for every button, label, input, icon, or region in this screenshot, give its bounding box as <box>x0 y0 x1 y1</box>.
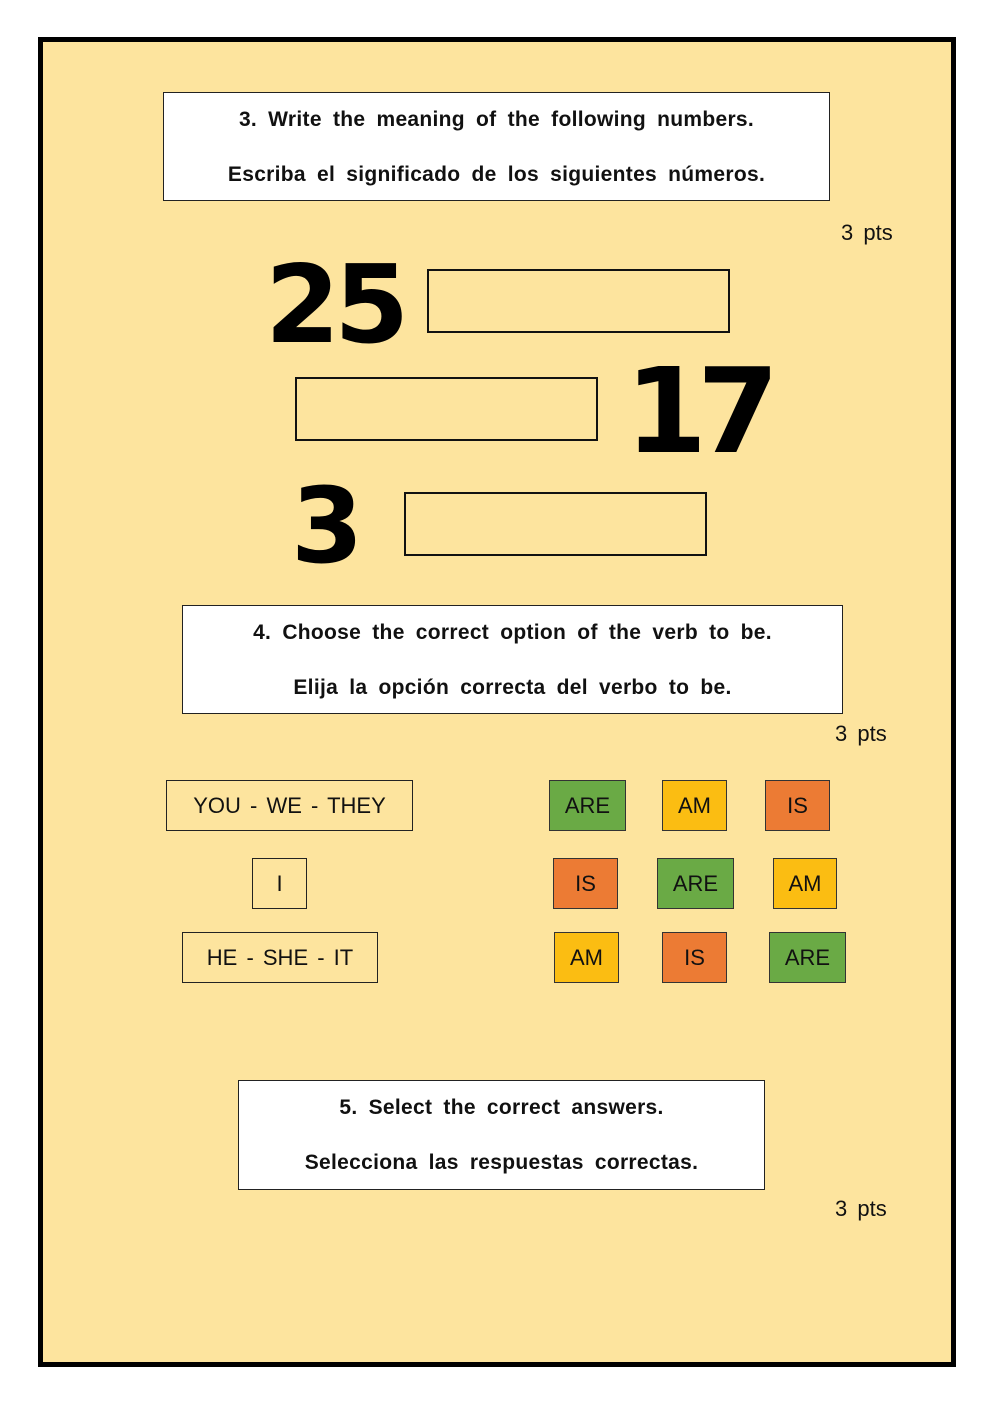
option-am[interactable]: AM <box>554 932 619 983</box>
answer-input-17[interactable] <box>295 377 598 441</box>
section3-title-es: Escriba el significado de los siguientes números. <box>227 163 766 186</box>
section5-instructions <box>238 1080 765 1190</box>
section4-title-es: Elija la opción correcta del verbo to be. <box>293 676 732 699</box>
number-25: 25 <box>265 243 404 368</box>
option-is[interactable]: IS <box>662 932 727 983</box>
option-am[interactable]: AM <box>773 858 837 909</box>
answer-input-25[interactable] <box>427 269 730 333</box>
option-are[interactable]: ARE <box>549 780 626 831</box>
option-is[interactable]: IS <box>553 858 618 909</box>
number-3: 3 <box>291 465 364 587</box>
option-is[interactable]: IS <box>765 780 830 831</box>
section5-points: 3 pts <box>835 1196 887 1221</box>
section4-title-en: 4. Choose the correct option of the verb to be. <box>253 621 772 644</box>
pronoun-i: I <box>252 858 307 909</box>
section3-points: 3 pts <box>841 220 893 245</box>
pronoun-he-she-it: HE - SHE - IT <box>182 932 378 983</box>
option-am[interactable]: AM <box>662 780 727 831</box>
number-17: 17 <box>625 342 770 480</box>
section5-title-en: 5. Select the correct answers. <box>339 1096 664 1119</box>
section4-points: 3 pts <box>835 721 887 746</box>
worksheet-page <box>38 37 956 1367</box>
option-are[interactable]: ARE <box>769 932 846 983</box>
pronoun-you-we-they: YOU - WE - THEY <box>166 780 413 831</box>
option-are[interactable]: ARE <box>657 858 734 909</box>
section5-title-es: Selecciona las respuestas correctas. <box>304 1151 699 1174</box>
section3-title-en: 3. Write the meaning of the following numbers. <box>238 108 755 131</box>
section4-instructions <box>182 605 843 714</box>
section3-instructions <box>163 92 830 201</box>
answer-input-3[interactable] <box>404 492 707 556</box>
